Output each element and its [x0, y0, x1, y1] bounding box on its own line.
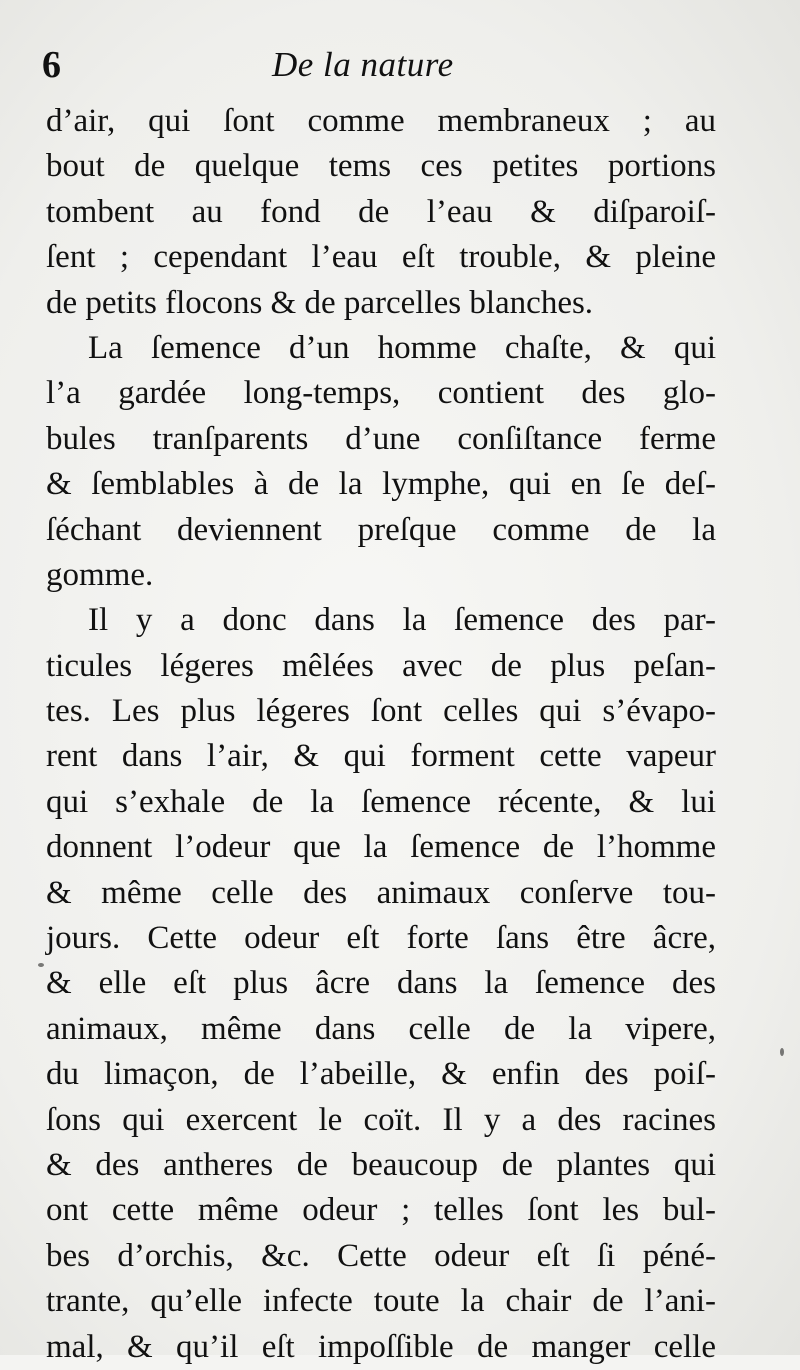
ink-speck [780, 1048, 784, 1056]
text-line: ſent ; cependant l’eau eſt trouble, & pleine [46, 239, 716, 276]
text-line: bules tranſparents d’une conſiſtance ferme [46, 420, 716, 457]
text-line: du limaçon, de l’abeille, & enfin des poiſ- [46, 1056, 716, 1093]
text-line: & elle eſt plus âcre dans la ſemence des [46, 965, 716, 1002]
text-line: trante, qu’elle infecte toute la chair de l’ani- [46, 1283, 716, 1320]
text-line: ticules légeres mêlées avec de plus peſan- [46, 647, 716, 684]
body-text [46, 99, 716, 1370]
text-line: ont cette même odeur ; telles ſont les bul- [46, 1192, 716, 1229]
text-line: tes. Les plus légeres ſont celles qui s’évapo- [46, 693, 716, 730]
ink-speck [38, 963, 44, 967]
text-line: & ſemblables à de la lymphe, qui en ſe deſ- [46, 466, 716, 503]
text-line: bes d’orchis, &c. Cette odeur eſt ſi péné- [46, 1237, 716, 1274]
text-line: d’air, qui ſont comme membraneux ; au [46, 103, 716, 139]
paragraph-first-line: La ſemence d’un homme chaſte, & qui [88, 329, 716, 366]
text-line: donnent l’odeur que la ſemence de l’homme [46, 829, 716, 866]
text-line: l’a gardée long-temps, contient des glo- [46, 375, 716, 412]
text-line: bout de quelque tems ces petites portions [46, 148, 716, 185]
page-number: 6 [42, 44, 61, 86]
running-head: De la nature [272, 45, 454, 84]
paragraph-first-line: Il y a donc dans la ſemence des par- [88, 602, 716, 639]
text-line: de petits flocons & de parcelles blanches. [46, 284, 594, 321]
text-line: gomme. [46, 556, 154, 593]
text-line: tombent au fond de l’eau & diſparoiſ- [46, 193, 716, 230]
text-line: mal, & qu’il eſt impoſſible de manger celle [46, 1328, 716, 1365]
text-line: rent dans l’air, & qui forment cette vapeur [46, 738, 716, 775]
text-line: & même celle des animaux conſerve tou- [46, 874, 716, 911]
text-line: jours. Cette odeur eſt forte ſans être âcre, [46, 920, 716, 957]
page-header [0, 40, 800, 90]
text-line: ſéchant deviennent preſque comme de la [46, 511, 716, 548]
text-line: animaux, même dans celle de la vipere, [46, 1010, 716, 1047]
text-line: ſons qui exercent le coït. Il y a des racines [46, 1101, 716, 1138]
text-line: qui s’exhale de la ſemence récente, & lui [46, 783, 716, 820]
text-line: & des antheres de beaucoup de plantes qui [46, 1146, 716, 1183]
